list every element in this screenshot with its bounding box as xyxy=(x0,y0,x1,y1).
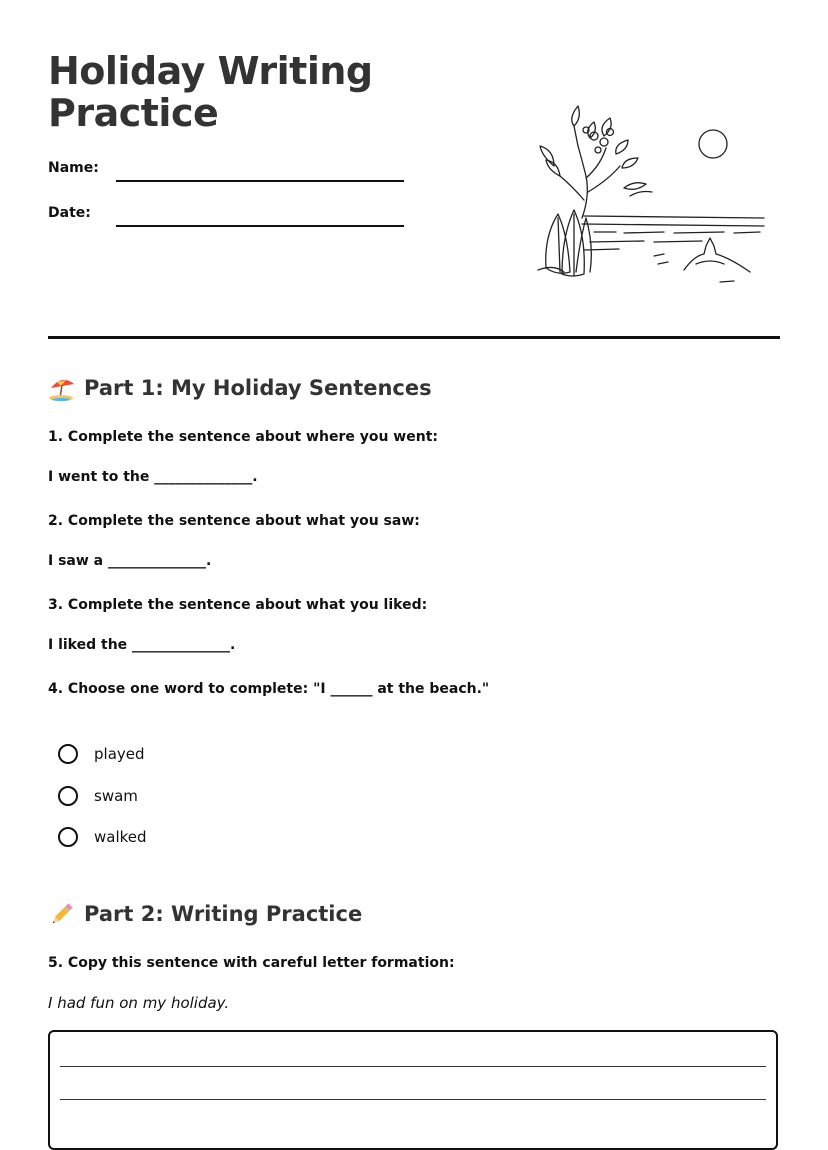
option-label: swam xyxy=(94,787,138,805)
question-3: 3. Complete the sentence about what you liked: xyxy=(48,597,428,613)
name-field[interactable] xyxy=(116,180,404,182)
beach-illustration xyxy=(524,96,774,288)
answer-2[interactable]: I saw a ______________. xyxy=(48,553,212,569)
part1-heading xyxy=(48,374,432,402)
radio-button[interactable] xyxy=(58,827,78,847)
part2-heading xyxy=(48,900,362,928)
writing-line xyxy=(60,1099,766,1100)
option-label: played xyxy=(94,745,145,763)
worksheet-title: Holiday Writing Practice xyxy=(48,49,373,135)
question-4: 4. Choose one word to complete: "I ______ at the beach." xyxy=(48,681,490,697)
date-label: Date: xyxy=(48,205,91,221)
option-label: walked xyxy=(94,828,147,846)
answer-3[interactable]: I liked the ______________. xyxy=(48,637,236,653)
beach-umbrella-icon xyxy=(48,374,76,402)
question-1: 1. Complete the sentence about where you went: xyxy=(48,429,438,445)
writing-box[interactable] xyxy=(48,1030,778,1150)
model-sentence: I had fun on my holiday. xyxy=(48,994,230,1012)
option-swam[interactable] xyxy=(58,786,138,806)
date-field[interactable] xyxy=(116,225,404,227)
part1-title: Part 1: My Holiday Sentences xyxy=(84,376,432,400)
option-played[interactable] xyxy=(58,744,145,764)
section-divider xyxy=(48,336,780,339)
radio-button[interactable] xyxy=(58,744,78,764)
pencil-icon xyxy=(48,900,76,928)
name-label: Name: xyxy=(48,160,99,176)
part2-title: Part 2: Writing Practice xyxy=(84,902,363,926)
writing-line xyxy=(60,1066,766,1067)
option-walked[interactable] xyxy=(58,827,147,847)
answer-1[interactable]: I went to the ______________. xyxy=(48,469,258,485)
question-2: 2. Complete the sentence about what you saw: xyxy=(48,513,420,529)
question-5: 5. Copy this sentence with careful letter formation: xyxy=(48,955,455,971)
radio-button[interactable] xyxy=(58,786,78,806)
